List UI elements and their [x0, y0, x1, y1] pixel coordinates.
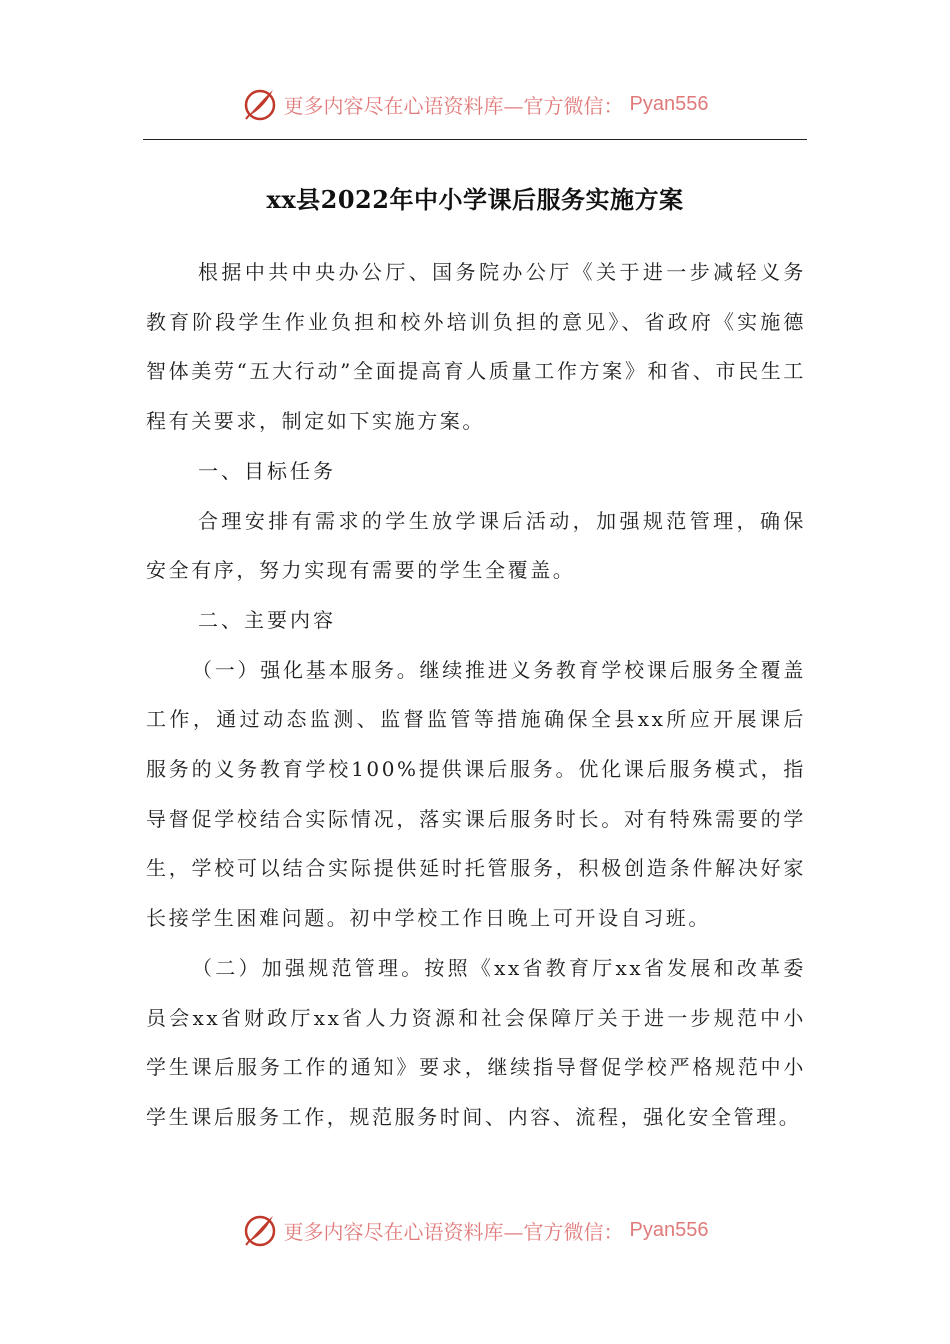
- section-heading-content: 二、主要内容: [198, 607, 336, 632]
- header-divider: [143, 139, 807, 140]
- intro-paragraph: 根据中共中央办公厅、国务院办公厅《关于进一步减轻义务教育阶段学生作业负担和校外培训负担的意见》、省政府《实施德智体美劳“五大行动”全面提高育人质量工作方案》和省、市民生工程有关要求，制定如下实施方案。: [146, 260, 806, 434]
- watermark-banner-top: [0, 82, 950, 126]
- watermark-text: 更多内容尽在心语资料库—官方微信：: [283, 1219, 624, 1244]
- document-title: xx县2022年中小学课后服务实施方案: [266, 185, 684, 214]
- document-body: [146, 248, 806, 1143]
- watermark-wechat-id: Pyan556: [629, 1218, 709, 1241]
- watermark-wechat-id: Pyan556: [629, 92, 709, 115]
- quill-in-circle-logo-icon: [242, 86, 278, 122]
- section-heading-goals: 一、目标任务: [198, 458, 336, 483]
- quill-in-circle-logo-icon: [242, 1212, 278, 1248]
- content-paragraph-2: （二）加强规范管理。按照《xx省教育厅xx省发展和改革委员会xx省财政厅xx省人力资源和社会保障厅关于进一步规范中小学生课后服务工作的通知》要求，继续指导督促学校严格规范中小学生课后服务工作，规范服务时间、内容、流程，强化安全管理。: [146, 955, 806, 1129]
- goals-paragraph: 合理安排有需求的学生放学课后活动，加强规范管理，确保安全有序，努力实现有需要的学生全覆盖。: [146, 508, 806, 583]
- watermark-text: 更多内容尽在心语资料库—官方微信：: [283, 93, 624, 118]
- content-paragraph-1: （一）强化基本服务。继续推进义务教育学校课后服务全覆盖工作，通过动态监测、监督监管等措施确保全县xx所应开展课后服务的义务教育学校100%提供课后服务。优化课后服务模式，指导督促学校结合实际情况，落实课后服务时长。对有特殊需要的学生，学校可以结合实际提供延时托管服务，积极创造条件解决好家长接学生困难问题。初中学校工作日晚上可开设自习班。: [146, 657, 806, 931]
- watermark-banner-bottom: [0, 1208, 950, 1252]
